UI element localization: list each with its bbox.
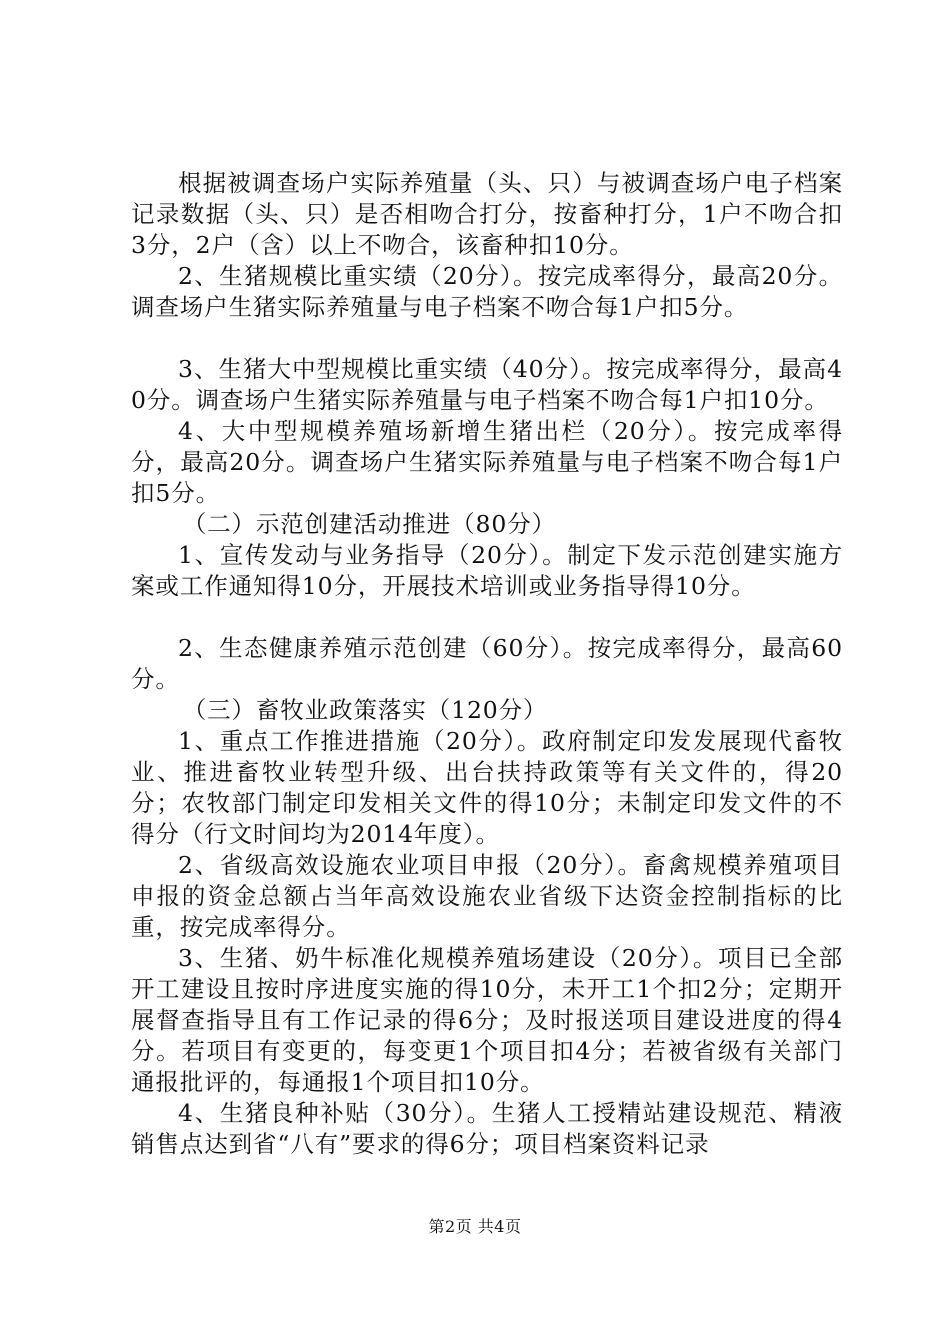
paragraph-standard-farm: 3、生猪、奶牛标准化规模养殖场建设（20分）。项目已全部开工建设且按时序进度实施的得10分，未开工1个扣2分；定期开展督查指导且有工作记录的得6分；及时报送项目建设进度的得4分。若项目有变更的，每变更1个项目扣4分；若被省级有关部门通报批评的，每通报1个项目扣10分。 <box>131 944 843 1096</box>
paragraph-item-3-large-scale: 3、生猪大中型规模比重实绩（40分）。按完成率得分，最高40分。调查场户生猪实际养殖量与电子档案不吻合每1户扣10分。 <box>131 355 843 414</box>
paragraph-key-measures: 1、重点工作推进措施（20分）。政府制定印发发展现代畜牧业、推进畜牧业转型升级、出台扶持政策等有关文件的，得20分；农牧部门制定印发相关文件的得10分；未制定印发文件的不得分（行文时间均为2014年度）。 <box>131 727 843 848</box>
paragraph-breed-subsidy: 4、生猪良种补贴（30分）。生猪人工授精站建设规范、精液销售点达到省“八有”要求的得6分；项目档案资料记录 <box>131 1099 843 1158</box>
paragraph-item-2-pig-scale: 2、生猪规模比重实绩（20分）。按完成率得分，最高20分。调查场户生猪实际养殖量与电子档案不吻合每1户扣5分。 <box>131 262 843 321</box>
paragraph-item-4-new-output: 4、大中型规模养殖场新增生猪出栏（20分）。按完成率得分，最高20分。调查场户生猪实际养殖量与电子档案不吻合每1户扣5分。 <box>131 417 843 507</box>
document-body <box>131 168 843 1160</box>
section-heading-demonstration: （二）示范创建活动推进（80分） <box>182 510 556 538</box>
page-number-footer: 第2页 共4页 <box>428 1217 522 1236</box>
paragraph-eco-farming: 2、生态健康养殖示范创建（60分）。按完成率得分，最高60分。 <box>131 634 843 693</box>
section-heading-policy: （三）畜牧业政策落实（120分） <box>182 696 548 724</box>
paragraph-provincial-project: 2、省级高效设施农业项目申报（20分）。畜禽规模养殖项目申报的资金总额占当年高效设施农业省级下达资金控制指标的比重，按完成率得分。 <box>131 851 843 941</box>
paragraph-scoring-rule: 根据被调查场户实际养殖量（头、只）与被调查场户电子档案记录数据（头、只）是否相吻合打分，按畜种打分，1户不吻合扣3分，2户（含）以上不吻合，该畜种扣10分。 <box>131 169 843 259</box>
paragraph-publicity-guidance: 1、宣传发动与业务指导（20分）。制定下发示范创建实施方案或工作通知得10分，开展技术培训或业务指导得10分。 <box>131 541 843 600</box>
